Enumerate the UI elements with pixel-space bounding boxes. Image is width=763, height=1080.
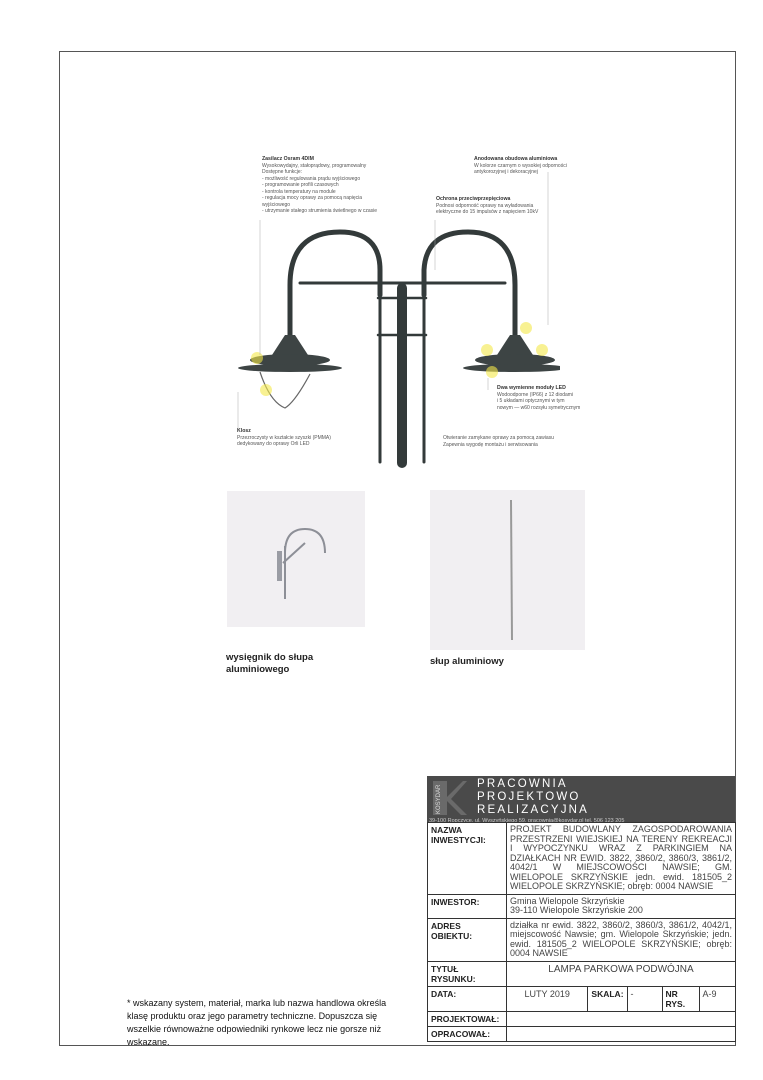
ballast-annotation: Zasilacz Osram 4DIM Wysokowydajny, stałoprądowy, programowalny Dostępne funkcje: - możliwość regulowania prądu wyjściowego - programowanie profili czasowych - kontrola temperatury na module - regulacja mocy oprawy za pomocą napięcia wyjściowego - utrzymanie stałego strumienia świetlnego w czasie xyxy=(262,156,378,214)
drawing-number-value: A-9 xyxy=(699,986,735,1011)
date-label: DATA: xyxy=(428,986,507,1011)
object-address-label: ADRES OBIEKTU: xyxy=(428,918,507,961)
investment-label: NAZWA INWESTYCJI: xyxy=(428,823,507,895)
bracket-image xyxy=(227,491,365,627)
equivalence-note: * wskazany system, materiał, marka lub nazwa handlowa określa klasę produktu oraz jego parametry techniczne. Dopuszcza się wszelkie równoważne odpowiedniki rynkowe lecz nie gorsze niż wskazane. xyxy=(127,998,387,1047)
prepared-by-label: OPRACOWAŁ: xyxy=(428,1026,507,1041)
bracket-caption: wysięgnik do słupa aluminiowego xyxy=(226,652,314,675)
investor-name: Gmina Wielopole Skrzyńskie xyxy=(510,895,625,906)
drawing-number-label: NR RYS. xyxy=(662,986,699,1011)
designed-by-label: PROJEKTOWAŁ: xyxy=(428,1011,507,1026)
pole-thumbnail xyxy=(430,490,585,650)
led-annotation: Dwa wymienne moduły LED Wodoodporne (IP66) z 12 diodami i 5 układami optycznymi w tym nowym — w60 rozsyłu symetrycznym xyxy=(497,385,581,411)
k-logo-icon xyxy=(431,779,467,817)
object-address-value: działka nr ewid. 3822, 3860/2, 3860/3, 3861/2, 4042/1, miejscowość Nawsie; gm. Wielopole Skrzyńskie; jedn. ewid. 181505_2 WIELOPOLE SKRZYŃSKIE; obręb: 0004 NAWSIE xyxy=(507,918,736,961)
scale-value: - xyxy=(627,986,662,1011)
investment-value: PROJEKT BUDOWLANY ZAGOSPODAROWANIA PRZESTRZENI WIEJSKIEJ NA TERENY REKREACJI I WYPOCZYNKU WRAZ Z PARKINGIEM NA DZIAŁKACH NR EWID. 3822, 3860/2, 3860/3, 3861/2, 4042/1 W MIEJSCOWOŚCI NAWSIE; GM. WIELOPOLE SKRZYŃSKIE jedn. ewid. 181505_2 WIELOPOLE SKRZYŃSKIE; obręb: 0004 NAWSIE xyxy=(507,823,736,895)
drawing-title-value: LAMPA PARKOWA PODWÓJNA xyxy=(507,961,736,986)
dome-annotation: Klosz Przezroczysty w kształcie szyszki (PMMA) dedykowany do oprawy Orli LED xyxy=(237,428,331,447)
investor-label: INWESTOR: xyxy=(428,894,507,918)
drawing-title-label: TYTUŁ RYSUNKU: xyxy=(428,961,507,986)
prepared-by-value xyxy=(507,1026,736,1041)
office-logo: KOSYDAR PRACOWNIA PROJEKTOWO REALIZACYJNA 39-100 Ropczyce, ul. Wyszyńskiego 59, pracownia@kosydar.pl tel. 506 123 205 xyxy=(427,776,735,822)
scale-label: SKALA: xyxy=(588,986,627,1011)
housing-annotation: Anodowana obudowa aluminiowa W kolorze czarnym o wysokiej odporności antykorozyjnej i dekoracyjnej xyxy=(474,156,567,175)
designed-by-value xyxy=(507,1011,736,1026)
date-value: LUTY 2019 xyxy=(507,986,588,1011)
surge-annotation: Ochrona przeciwprzepięciowa Podnosi odporność oprawy na wyładowania elektryczne do 15 impulsów z napięciem 10kV xyxy=(436,196,539,215)
bracket-thumbnail xyxy=(227,491,365,627)
investor-address: 39-110 Wielopole Skrzyńskie 200 xyxy=(510,905,643,915)
svg-text:KOSYDAR: KOSYDAR xyxy=(436,784,442,814)
pole-caption: słup aluminiowy xyxy=(430,656,504,667)
pole-image xyxy=(430,490,585,650)
title-block xyxy=(427,822,736,1042)
opening-annotation: Otwieranie zamykane oprawy za pomocą zawiasu Zapewnia wygodę montażu i serwisowania xyxy=(443,435,554,448)
